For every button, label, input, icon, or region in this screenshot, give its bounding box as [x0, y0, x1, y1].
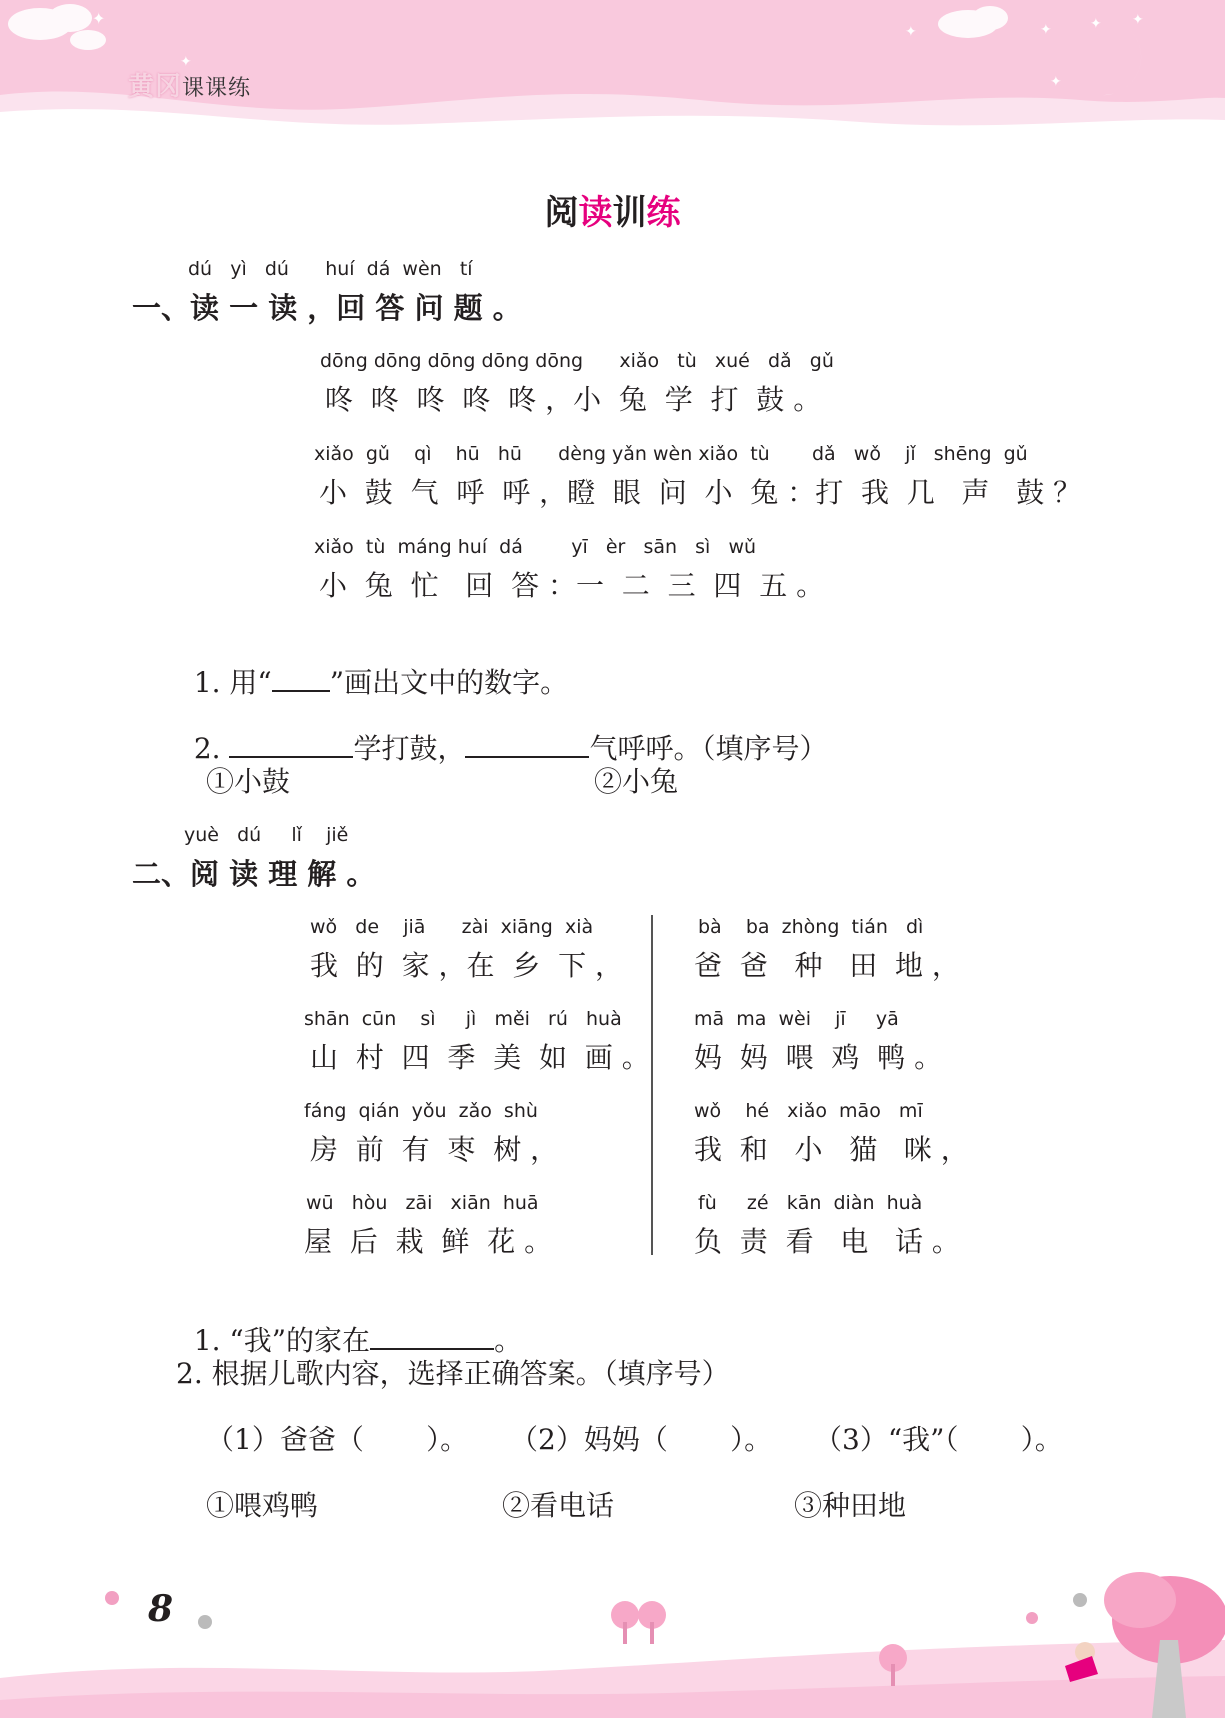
poem1-line1: 咚 咚 咚 咚 咚 ，小 兔 学 打 鼓 。: [325, 383, 822, 416]
q1-suffix: ”画出文中的数字。: [329, 666, 569, 699]
column-divider: [651, 915, 653, 1255]
poem2-right-line1: 爸 爸 种 田 地 ，: [694, 949, 960, 982]
poem1-line2: 小 鼓 气 呼 呼 ，瞪 眼 问 小 兔 ：打 我 几 声 鼓 ？: [319, 476, 1082, 509]
poem2-right-line2-pinyin: mā ma wèi jī yā: [694, 1008, 899, 1030]
title-char-4: 练: [646, 193, 681, 233]
section1-option-1: ①小鼓: [206, 765, 291, 798]
section2-heading: 二、阅 读 理 解 。: [132, 857, 376, 891]
svg-text:✦: ✦: [1040, 22, 1052, 38]
section2-option-2: ②看电话: [502, 1489, 615, 1522]
footer-decoration: [0, 1560, 1225, 1718]
page-number: 8: [148, 1588, 174, 1630]
title-char-3: 训: [612, 193, 647, 233]
section2-heading-pinyin: yuè dú lǐ jiě: [184, 824, 349, 846]
page-title: [0, 185, 1225, 234]
q2-mid: 学打鼓，: [353, 732, 466, 765]
section1-question-1: [176, 628, 568, 701]
poem2-left-line3-pinyin: fáng qián yǒu zǎo shù: [304, 1100, 538, 1122]
poem2-left-line4-pinyin: wū hòu zāi xiān huā: [306, 1192, 539, 1214]
section2-question-1: [176, 1286, 522, 1359]
svg-text:✦: ✦: [1090, 16, 1102, 32]
section2-option-3: ③种田地: [794, 1489, 907, 1522]
section1-heading-pinyin: dú yì dú huí dá wèn tí: [188, 258, 473, 280]
poem2-left-line1-pinyin: wǒ de jiā zài xiāng xià: [310, 916, 594, 938]
poem2-right-line3: 我 和 小 猫 咪 ，: [694, 1133, 969, 1166]
q2-blank-2[interactable]: [465, 734, 589, 758]
svg-text:✦: ✦: [905, 24, 917, 40]
svg-text:✦: ✦: [92, 9, 106, 28]
section2-sub-2[interactable]: （2）妈妈（ ）。: [510, 1423, 773, 1456]
section2-sub-1[interactable]: （1）爸爸（ ）。: [206, 1423, 469, 1456]
s2-q1-blank[interactable]: [370, 1326, 494, 1350]
poem2-right-line1-pinyin: bà ba zhòng tián dì: [698, 916, 924, 938]
q1-blank[interactable]: [272, 668, 330, 692]
poem2-left-line2-pinyin: shān cūn sì jì měi rú huà: [304, 1008, 622, 1030]
poem2-right-line2: 妈 妈 喂 鸡 鸭 。: [694, 1041, 943, 1074]
q2-suffix: 气呼呼。（填序号）: [589, 732, 828, 765]
q2-prefix: 2.: [193, 732, 230, 765]
poem1-line3-pinyin: xiǎo tù máng huí dá yī èr sān sì wǔ: [314, 536, 757, 558]
poem2-left-line2: 山 村 四 季 美 如 画 。: [310, 1041, 650, 1074]
poem2-left-line4: 屋 后 栽 鲜 花 。: [304, 1225, 553, 1258]
poem1-line3: 小 兔 忙 回 答 ：一 二 三 四 五 。: [319, 569, 825, 602]
section1-question-2: [176, 694, 827, 767]
brand-series: 课课练: [182, 76, 252, 101]
section1-option-2: ②小兔: [594, 765, 679, 798]
q1-prefix: 1. 用“: [193, 666, 272, 699]
poem1-line1-pinyin: dōng dōng dōng dōng dōng xiǎo tù xué dǎ gǔ: [320, 350, 834, 372]
poem2-right-line4-pinyin: fù zé kān diàn huà: [698, 1192, 923, 1214]
svg-text:✦: ✦: [180, 54, 192, 70]
poem2-right-line3-pinyin: wǒ hé xiǎo māo mī: [694, 1100, 923, 1122]
q2-blank-1[interactable]: [229, 734, 353, 758]
brand-name: 黄冈: [128, 72, 183, 102]
title-char-1: 阅: [544, 193, 579, 233]
s2-q1-suffix: 。: [494, 1324, 523, 1357]
title-char-2: 读: [578, 193, 613, 233]
section2-option-1: ①喂鸡鸭: [206, 1489, 319, 1522]
brand-logo: [128, 66, 251, 103]
section1-heading: 一、读 一 读 ，回 答 问 题 。: [132, 291, 522, 325]
poem1-line2-pinyin: xiǎo gǔ qì hū hū dèng yǎn wèn xiǎo tù dǎ wǒ jǐ shēng gǔ: [314, 443, 1028, 465]
section2-sub-3[interactable]: （3）“我”（ ）。: [814, 1423, 1063, 1456]
s2-q1-prefix: 1. “我”的家在: [193, 1324, 371, 1357]
svg-text:✦: ✦: [1132, 12, 1144, 28]
section2-question-2: 2. 根据儿歌内容，选择正确答案。（填序号）: [176, 1357, 730, 1390]
poem2-left-line3: 房 前 有 枣 树 ，: [310, 1133, 559, 1166]
svg-text:✦: ✦: [1050, 74, 1062, 90]
poem2-left-line1: 我 的 家 ，在 乡 下 ，: [310, 949, 624, 982]
poem2-right-line4: 负 责 看 电 话 。: [694, 1225, 960, 1258]
